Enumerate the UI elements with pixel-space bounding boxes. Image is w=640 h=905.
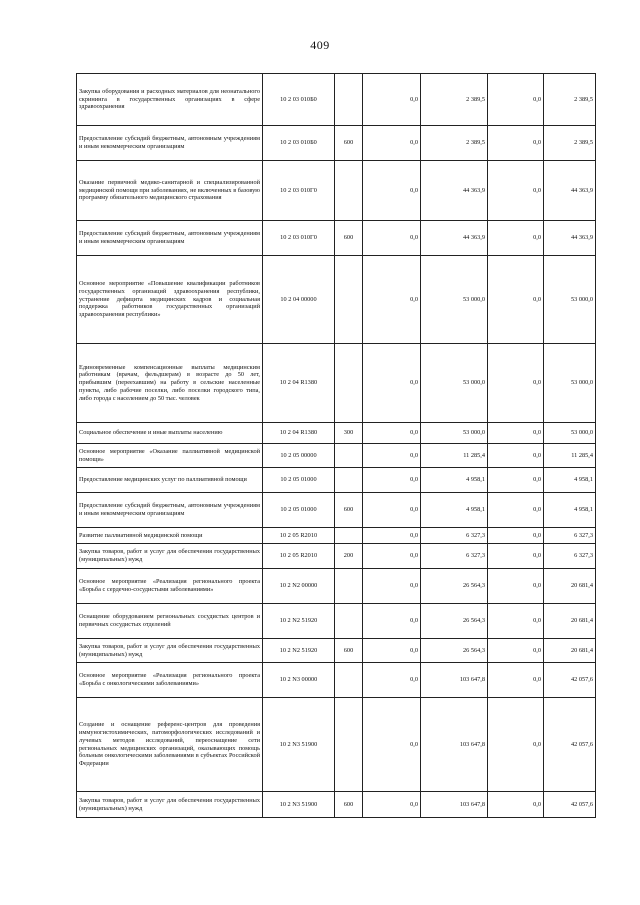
table-row (77, 468, 596, 493)
amount-1: 0,0 (363, 74, 421, 126)
expense-type: 600 (335, 639, 363, 663)
amount-4: 53 000,0 (544, 423, 596, 444)
row-name: Основное мероприятие «Реализация регионального проекта «Борьба с сердечно-сосудистыми заболеваниями» (77, 569, 263, 604)
target-code: 10 2 03 010Г0 (263, 161, 335, 221)
amount-2: 103 647,8 (421, 698, 488, 792)
amount-4: 6 327,3 (544, 544, 596, 569)
amount-2: 53 000,0 (421, 256, 488, 344)
amount-1: 0,0 (363, 423, 421, 444)
amount-1: 0,0 (363, 528, 421, 544)
amount-1: 0,0 (363, 126, 421, 161)
amount-3: 0,0 (488, 126, 544, 161)
target-code: 10 2 03 010Б0 (263, 74, 335, 126)
amount-2: 53 000,0 (421, 423, 488, 444)
amount-2: 26 564,3 (421, 569, 488, 604)
amount-2: 44 363,9 (421, 161, 488, 221)
amount-2: 4 958,1 (421, 468, 488, 493)
amount-2: 11 285,4 (421, 444, 488, 468)
amount-3: 0,0 (488, 698, 544, 792)
amount-2: 103 647,8 (421, 792, 488, 818)
amount-3: 0,0 (488, 256, 544, 344)
table-row (77, 444, 596, 468)
row-name: Социальное обеспечение и иные выплаты населению (77, 423, 263, 444)
table-row (77, 792, 596, 818)
amount-1: 0,0 (363, 698, 421, 792)
row-name: Предоставление субсидий бюджетным, автономным учреждениям и иным некоммерческим организациям (77, 493, 263, 528)
table-row (77, 698, 596, 792)
expense-type: 600 (335, 126, 363, 161)
table-row (77, 604, 596, 639)
amount-2: 2 389,5 (421, 74, 488, 126)
table-row (77, 528, 596, 544)
amount-4: 11 285,4 (544, 444, 596, 468)
expense-type (335, 569, 363, 604)
amount-2: 44 363,9 (421, 221, 488, 256)
amount-3: 0,0 (488, 544, 544, 569)
amount-1: 0,0 (363, 663, 421, 698)
amount-2: 6 327,3 (421, 544, 488, 569)
amount-3: 0,0 (488, 569, 544, 604)
table-row (77, 569, 596, 604)
target-code: 10 2 05 R2010 (263, 528, 335, 544)
table-row (77, 493, 596, 528)
expense-type: 200 (335, 544, 363, 569)
target-code: 10 2 03 010Б0 (263, 126, 335, 161)
amount-3: 0,0 (488, 528, 544, 544)
amount-3: 0,0 (488, 493, 544, 528)
amount-3: 0,0 (488, 604, 544, 639)
target-code: 10 2 05 01000 (263, 493, 335, 528)
row-name: Закупка товаров, работ и услуг для обеспечения государственных (муниципальных) нужд (77, 639, 263, 663)
amount-2: 53 000,0 (421, 344, 488, 423)
amount-4: 42 057,6 (544, 663, 596, 698)
row-name: Развитие паллиативной медицинской помощи (77, 528, 263, 544)
amount-3: 0,0 (488, 792, 544, 818)
target-code: 10 2 05 R2010 (263, 544, 335, 569)
amount-2: 26 564,3 (421, 639, 488, 663)
table-row (77, 256, 596, 344)
row-name: Закупка оборудования и расходных материалов для неонатального скрининга в государственных организациях в сфере здравоохранения (77, 74, 263, 126)
expense-type (335, 698, 363, 792)
amount-1: 0,0 (363, 639, 421, 663)
budget-table (76, 73, 596, 818)
row-name: Основное мероприятие «Оказание паллиативной медицинской помощи» (77, 444, 263, 468)
amount-2: 26 564,3 (421, 604, 488, 639)
row-name: Закупка товаров, работ и услуг для обеспечения государственных (муниципальных) нужд (77, 792, 263, 818)
amount-1: 0,0 (363, 256, 421, 344)
amount-3: 0,0 (488, 161, 544, 221)
target-code: 10 2 N3 00000 (263, 663, 335, 698)
amount-4: 2 389,5 (544, 126, 596, 161)
amount-2: 103 647,8 (421, 663, 488, 698)
table-row (77, 639, 596, 663)
row-name: Предоставление субсидий бюджетным, автономным учреждениям и иным некоммерческим организациям (77, 126, 263, 161)
row-name: Предоставление субсидий бюджетным, автономным учреждениям и иным некоммерческим организациям (77, 221, 263, 256)
amount-3: 0,0 (488, 344, 544, 423)
amount-1: 0,0 (363, 569, 421, 604)
page-number: 409 (310, 38, 330, 52)
amount-3: 0,0 (488, 468, 544, 493)
amount-4: 4 958,1 (544, 468, 596, 493)
table-row (77, 423, 596, 444)
expense-type (335, 663, 363, 698)
amount-3: 0,0 (488, 423, 544, 444)
expense-type: 300 (335, 423, 363, 444)
target-code: 10 2 03 010Г0 (263, 221, 335, 256)
amount-3: 0,0 (488, 74, 544, 126)
amount-1: 0,0 (363, 161, 421, 221)
target-code: 10 2 05 00000 (263, 444, 335, 468)
target-code: 10 2 N3 51900 (263, 698, 335, 792)
row-name: Единовременные компенсационные выплаты медицинским работникам (врачам, фельдшерам) в возрасте до 50 лет, прибывшим (переехавшим) на работу в сельские населенные пункты, либо рабочие поселки, либо поселки городского типа, либо города с населением до 50 тыс. человек (77, 344, 263, 423)
target-code: 10 2 N2 00000 (263, 569, 335, 604)
table-row (77, 74, 596, 126)
row-name: Предоставление медицинских услуг по паллиативной помощи (77, 468, 263, 493)
amount-4: 42 057,6 (544, 792, 596, 818)
amount-4: 53 000,0 (544, 344, 596, 423)
amount-1: 0,0 (363, 493, 421, 528)
expense-type: 600 (335, 221, 363, 256)
amount-3: 0,0 (488, 221, 544, 256)
amount-4: 20 681,4 (544, 604, 596, 639)
table-row (77, 663, 596, 698)
table-row (77, 126, 596, 161)
amount-4: 6 327,3 (544, 528, 596, 544)
amount-2: 2 389,5 (421, 126, 488, 161)
row-name: Создание и оснащение референс-центров для проведения иммуногистохимических, патоморфологических исследований и лучевых методов исследований, переоснащение сети региональных медицинских организаций, оказывающих помощь больным онкологическими заболеваниями в субъектах Российской Федерации (77, 698, 263, 792)
table-row (77, 344, 596, 423)
amount-3: 0,0 (488, 444, 544, 468)
target-code: 10 2 05 01000 (263, 468, 335, 493)
row-name: Основное мероприятие «Повышение квалификации работников государственных организаций здравоохранения республики, устранение дефицита медицинских кадров и социальная поддержка работников государственных организаций здравоохранения республики» (77, 256, 263, 344)
expense-type (335, 256, 363, 344)
expense-type: 600 (335, 493, 363, 528)
expense-type (335, 444, 363, 468)
expense-type (335, 604, 363, 639)
amount-3: 0,0 (488, 663, 544, 698)
table-row (77, 221, 596, 256)
amount-1: 0,0 (363, 221, 421, 256)
amount-1: 0,0 (363, 468, 421, 493)
amount-2: 6 327,3 (421, 528, 488, 544)
amount-1: 0,0 (363, 444, 421, 468)
table-body (77, 74, 596, 818)
amount-4: 44 363,9 (544, 221, 596, 256)
row-name: Закупка товаров, работ и услуг для обеспечения государственных (муниципальных) нужд (77, 544, 263, 569)
amount-4: 20 681,4 (544, 639, 596, 663)
amount-4: 20 681,4 (544, 569, 596, 604)
table-row (77, 161, 596, 221)
row-name: Оказание первичной медико-санитарной и специализированной медицинской помощи при заболеваниях, не включенных в базовую программу обязательного медицинского страхования (77, 161, 263, 221)
amount-2: 4 958,1 (421, 493, 488, 528)
amount-4: 2 389,5 (544, 74, 596, 126)
expense-type (335, 161, 363, 221)
target-code: 10 2 N3 51900 (263, 792, 335, 818)
amount-1: 0,0 (363, 544, 421, 569)
amount-4: 44 363,9 (544, 161, 596, 221)
amount-1: 0,0 (363, 344, 421, 423)
row-name: Основное мероприятие «Реализация регионального проекта «Борьба с онкологическими заболеваниями» (77, 663, 263, 698)
row-name: Оснащение оборудованием региональных сосудистых центров и первичных сосудистых отделений (77, 604, 263, 639)
amount-4: 53 000,0 (544, 256, 596, 344)
target-code: 10 2 N2 51920 (263, 604, 335, 639)
amount-4: 42 057,6 (544, 698, 596, 792)
table-row (77, 544, 596, 569)
target-code: 10 2 04 R1380 (263, 423, 335, 444)
expense-type: 600 (335, 792, 363, 818)
expense-type (335, 344, 363, 423)
target-code: 10 2 04 R1380 (263, 344, 335, 423)
expense-type (335, 528, 363, 544)
amount-1: 0,0 (363, 792, 421, 818)
amount-4: 4 958,1 (544, 493, 596, 528)
expense-type (335, 74, 363, 126)
target-code: 10 2 04 00000 (263, 256, 335, 344)
expense-type (335, 468, 363, 493)
target-code: 10 2 N2 51920 (263, 639, 335, 663)
amount-3: 0,0 (488, 639, 544, 663)
amount-1: 0,0 (363, 604, 421, 639)
